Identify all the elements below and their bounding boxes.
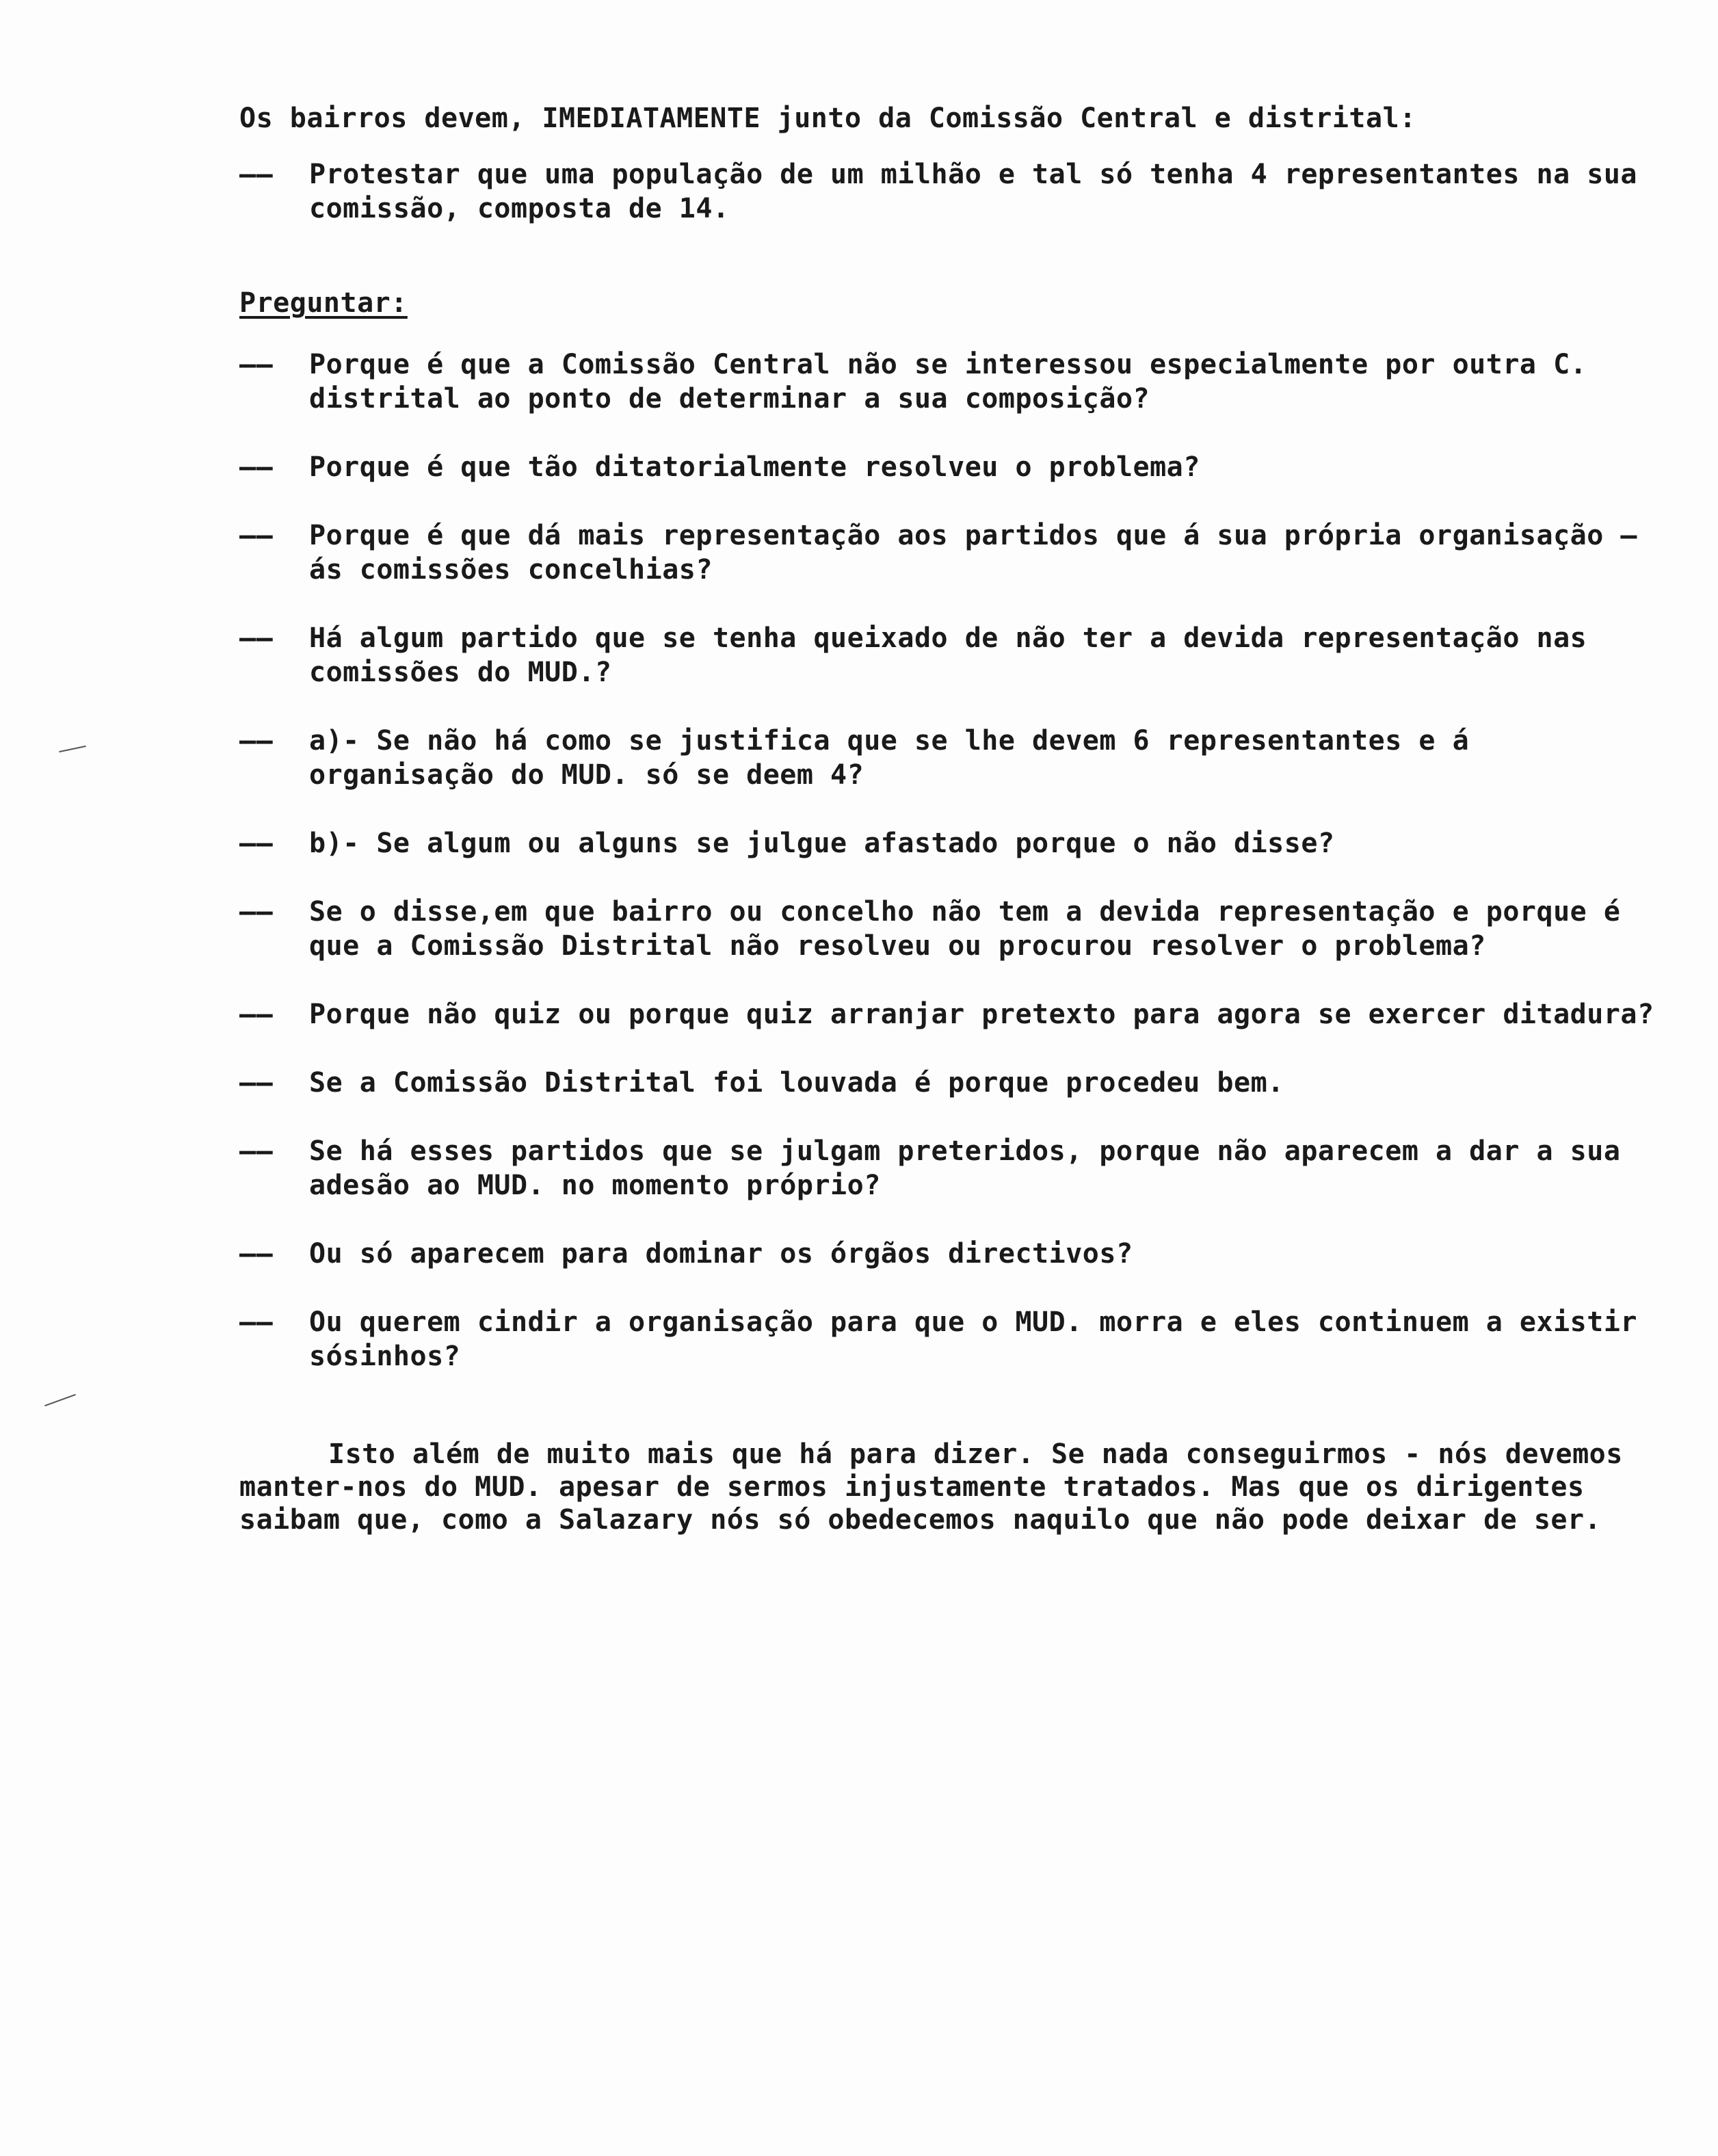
question-text: b)- Se algum ou alguns se julgue afastado porque o não disse? [309, 828, 1335, 859]
closing-paragraph: Isto além de muito mais que há para dizer. Se nada conseguirmos - nós devemos manter-nos do MUD. apesar de sermos injustamente tratados. Mas que os dirigentes saibam que, como a Salazary nós só obedecemos naquilo que não pode deixar de ser. [239, 1438, 1623, 1536]
question-text: Porque não quiz ou porque quiz arranjar pretexto para agora se exercer ditadura? [309, 999, 1654, 1030]
question-text: Se há esses partidos que se julgam preteridos, porque não aparecem a dar a sua adesão ao MUD. no momento próprio? [309, 1135, 1621, 1201]
question-item [239, 450, 1669, 484]
question-item [239, 1305, 1669, 1373]
question-item [239, 826, 1669, 860]
typed-letter [239, 101, 1669, 1564]
question-item [239, 1066, 1669, 1100]
dash-bullet: —— [239, 520, 274, 551]
question-text: a)- Se não há como se justifica que se lhe devem 6 representantes e á organisação do MUD. só se deem 4? [309, 725, 1470, 791]
question-text: Há algum partido que se tenha queixado de não ter a devida representação nas comissões do MUD.? [309, 622, 1587, 688]
dash-bullet: —— [239, 349, 274, 380]
question-item [239, 997, 1669, 1031]
margin-mark [59, 746, 86, 752]
dash-bullet: —— [239, 1135, 274, 1167]
dash-bullet: —— [239, 999, 274, 1030]
dash-bullet: —— [239, 1306, 274, 1338]
dash-bullet: —— [239, 828, 274, 859]
dash-bullet: —— [239, 725, 274, 757]
question-text: Porque é que dá mais representação aos partidos que á sua própria organisação — ás comissões concelhias? [309, 520, 1637, 586]
intro-line: Os bairros devem, IMEDIATAMENTE junto da Comissão Central e distrital: [239, 103, 1416, 134]
question-item [239, 621, 1669, 689]
dash-bullet: —— [239, 896, 274, 928]
section-heading: Preguntar: [239, 287, 408, 319]
question-item [239, 895, 1669, 963]
question-item [239, 1134, 1669, 1202]
question-item [239, 724, 1669, 792]
dash-bullet: —— [239, 159, 274, 190]
question-item [239, 347, 1669, 416]
question-text: Porque é que a Comissão Central não se interessou especialmente por outra C. distrital ao ponto de determinar a sua composição? [309, 349, 1587, 415]
protest-item [239, 157, 1669, 226]
question-text: Ou querem cindir a organisação para que o MUD. morra e eles continuem a existir sósinhos? [309, 1306, 1637, 1372]
question-text: Se a Comissão Distrital foi louvada é porque procedeu bem. [309, 1067, 1284, 1099]
margin-mark [44, 1394, 76, 1406]
question-text: Se o disse,em que bairro ou concelho não tem a devida representação e porque é que a Comissão Distrital não resolveu ou procurou resolver o problema? [309, 896, 1621, 962]
dash-bullet: —— [239, 1067, 274, 1099]
protest-text: Protestar que uma população de um milhão e tal só tenha 4 representantes na sua comissão, composta de 14. [309, 159, 1637, 224]
question-text: Ou só aparecem para dominar os órgãos directivos? [309, 1238, 1133, 1270]
dash-bullet: —— [239, 451, 274, 483]
question-text: Porque é que tão ditatorialmente resolveu o problema? [309, 451, 1200, 483]
dash-bullet: —— [239, 622, 274, 654]
question-item [239, 518, 1669, 587]
dash-bullet: —— [239, 1238, 274, 1270]
question-item [239, 1237, 1669, 1271]
